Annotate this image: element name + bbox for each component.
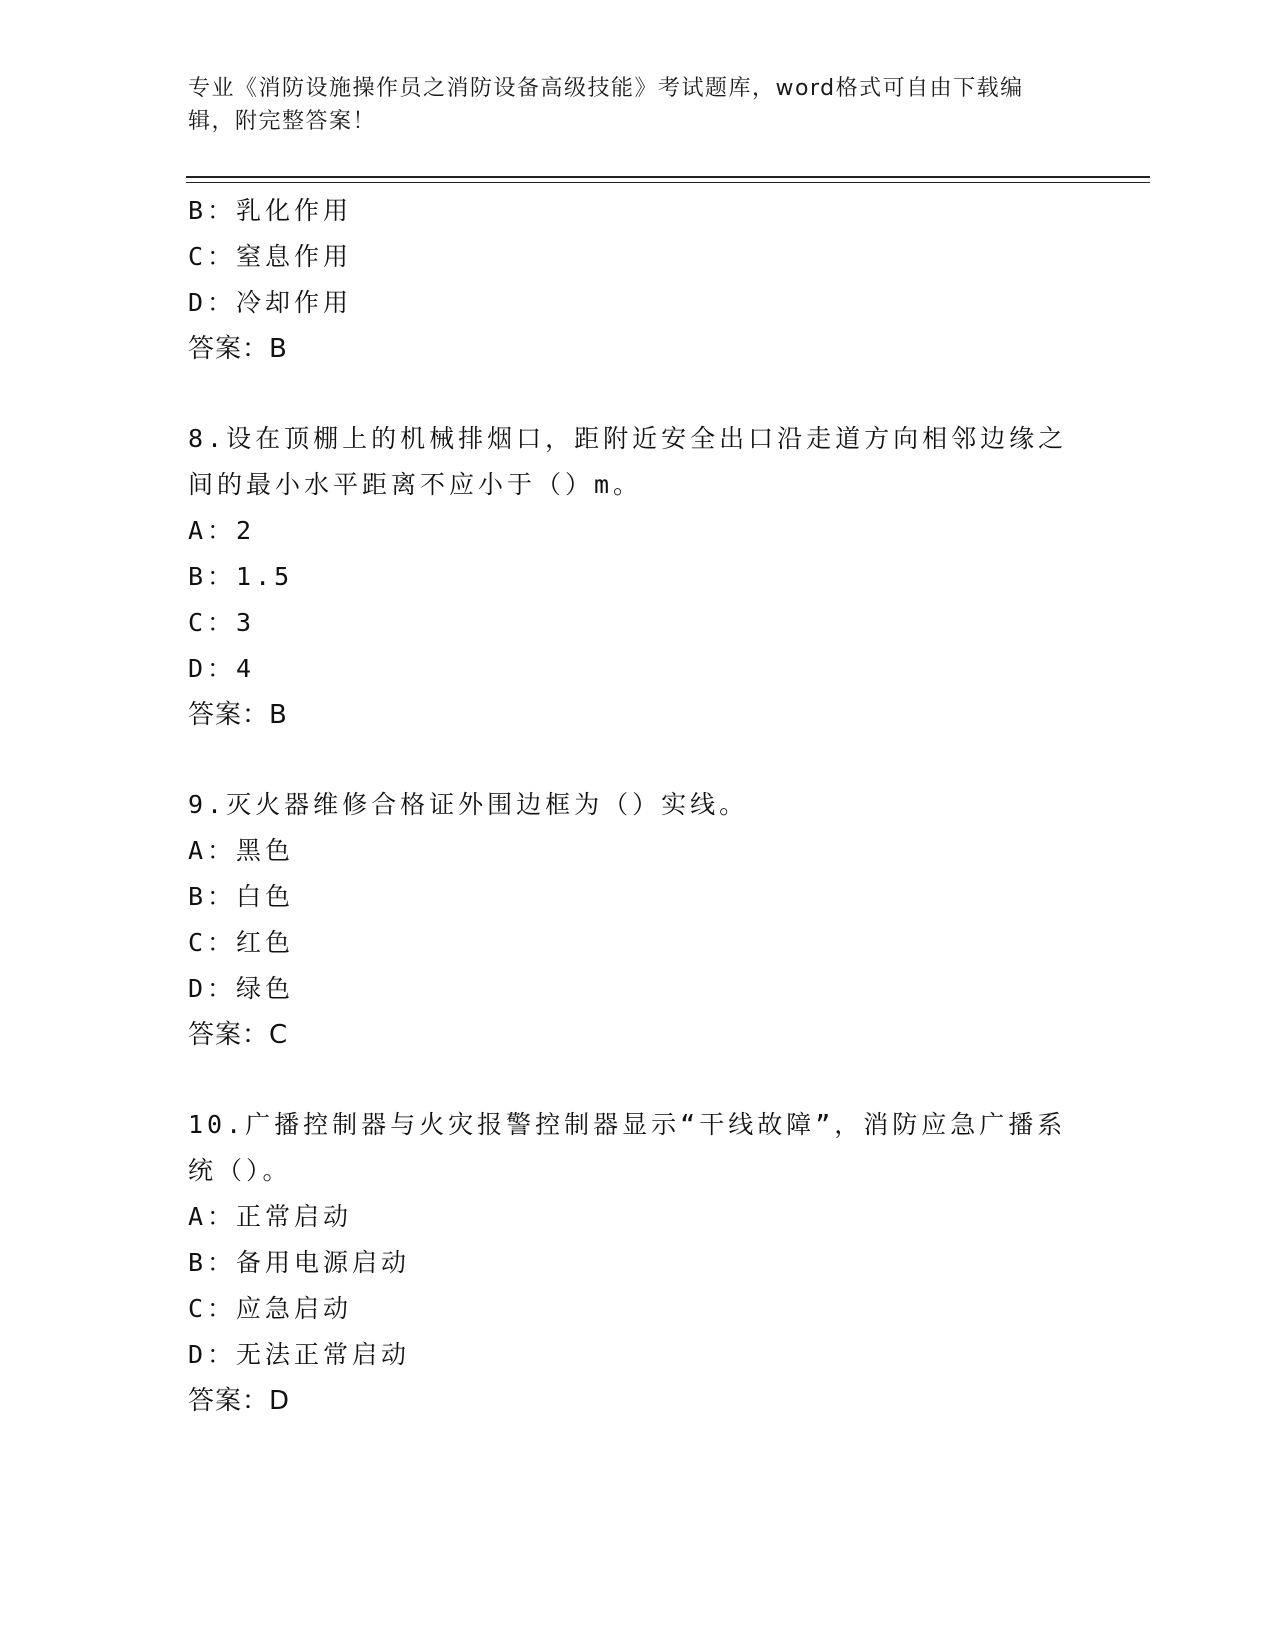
answer-line: 答案：C bbox=[188, 1020, 289, 1050]
question-list bbox=[188, 188, 1088, 1424]
header-divider-thin bbox=[186, 182, 1150, 183]
question-stem: 统（）。 bbox=[188, 1156, 292, 1185]
question-block bbox=[188, 188, 1088, 372]
header-divider bbox=[186, 176, 1150, 178]
option-a: A：正常启动 bbox=[188, 1202, 353, 1231]
answer-line: 答案：D bbox=[188, 1386, 291, 1416]
option-a: A：2 bbox=[188, 516, 256, 545]
question-stem: 9.灭火器维修合格证外围边框为（）实线。 bbox=[188, 790, 749, 819]
option-c: C：窒息作用 bbox=[188, 242, 353, 271]
spacer bbox=[188, 372, 1088, 416]
option-b: B：白色 bbox=[188, 882, 295, 911]
spacer bbox=[188, 1058, 1088, 1102]
option-c: C：应急启动 bbox=[188, 1294, 353, 1323]
question-block bbox=[188, 1102, 1088, 1424]
option-d: D：4 bbox=[188, 654, 256, 683]
option-a: A：黑色 bbox=[188, 836, 295, 865]
option-b: B：备用电源启动 bbox=[188, 1248, 411, 1277]
option-c: C：3 bbox=[188, 608, 256, 637]
question-stem: 8.设在顶棚上的机械排烟口，距附近安全出口沿走道方向相邻边缘之 bbox=[188, 424, 1068, 453]
option-b: B：1.5 bbox=[188, 562, 294, 591]
question-block bbox=[188, 782, 1088, 1058]
question-stem: 间的最小水平距离不应小于（）m。 bbox=[188, 470, 643, 499]
option-b: B：乳化作用 bbox=[188, 196, 353, 225]
question-stem: 10.广播控制器与火灾报警控制器显示“干线故障”，消防应急广播系 bbox=[188, 1110, 1067, 1139]
spacer bbox=[188, 738, 1088, 782]
option-d: D：绿色 bbox=[188, 974, 295, 1003]
document-header bbox=[188, 72, 1068, 138]
header-line-1: 专业《消防设施操作员之消防设备高级技能》考试题库，word格式可自由下载编 bbox=[188, 76, 1024, 101]
header-line-2: 辑，附完整答案！ bbox=[188, 109, 377, 134]
answer-line: 答案：B bbox=[188, 700, 288, 730]
option-d: D：无法正常启动 bbox=[188, 1340, 411, 1369]
option-d: D：冷却作用 bbox=[188, 288, 353, 317]
answer-line: 答案：B bbox=[188, 334, 288, 364]
question-block bbox=[188, 416, 1088, 738]
option-c: C：红色 bbox=[188, 928, 295, 957]
